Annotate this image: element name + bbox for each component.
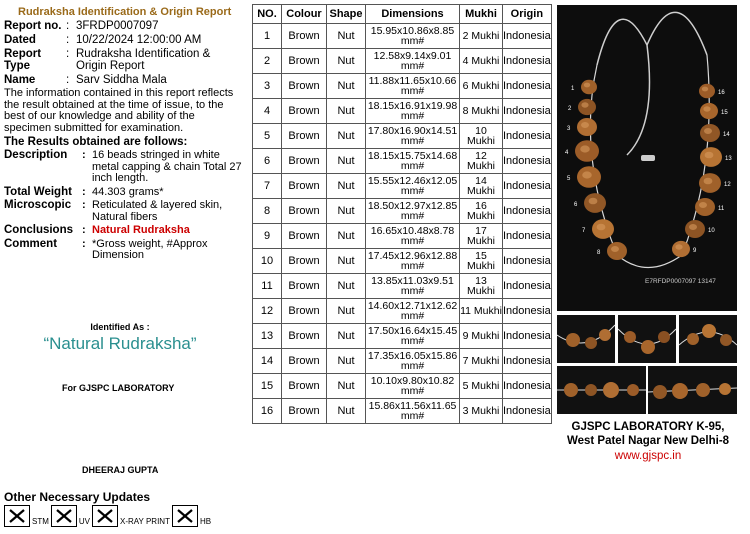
bead-number-label: 5 (567, 176, 571, 182)
cross-icon (176, 508, 194, 524)
cell-shape: Nut (327, 74, 366, 99)
bead-highlight (704, 128, 712, 134)
bead-highlight (589, 198, 598, 205)
cell-mukhi: 4 Mukhi (460, 49, 503, 74)
cell-origin: Indonesia (503, 349, 552, 374)
cell-mukhi: 11 Mukhi (460, 299, 503, 324)
cell-mukhi: 8 Mukhi (460, 99, 503, 124)
cell-mukhi: 14 Mukhi (460, 174, 503, 199)
report-field-key: Report no. (4, 20, 62, 32)
table-row (253, 224, 552, 249)
bead-number-label: 3 (567, 126, 571, 132)
cell-colour: Brown (282, 24, 327, 49)
lab-name-line1: GJSPC LABORATORY K-95, (571, 421, 725, 433)
cell-mukhi: 17 Mukhi (460, 224, 503, 249)
cell-origin: Indonesia (503, 224, 552, 249)
cell-mukhi: 9 Mukhi (460, 324, 503, 349)
bead-highlight (703, 106, 710, 111)
cell-dimensions: 17.45x12.96x12.88 mm# (366, 249, 460, 274)
cell-origin: Indonesia (503, 49, 552, 74)
cross-icon (55, 508, 73, 524)
table-row (253, 324, 552, 349)
cell-shape: Nut (327, 174, 366, 199)
chain-clasp (641, 155, 655, 161)
cell-shape: Nut (327, 224, 366, 249)
cell-colour: Brown (282, 99, 327, 124)
thumbnail-photo (557, 366, 646, 414)
report-title: Rudraksha Identification & Origin Report (18, 6, 232, 18)
bead-highlight (704, 178, 713, 185)
bead-highlight (705, 152, 714, 159)
photo-caption: E7RFDP0007097 13147 (645, 278, 716, 285)
table-row (253, 199, 552, 224)
cell-colour: Brown (282, 349, 327, 374)
cell-number: 10 (253, 249, 282, 274)
cell-dimensions: 15.86x11.56x11.65 mm# (366, 399, 460, 424)
table-row (253, 399, 552, 424)
lab-address (553, 420, 743, 448)
signer-name: DHEERAJ GUPTA (82, 465, 159, 475)
column-header: Dimensions (366, 5, 460, 24)
colon-separator: : (66, 74, 70, 86)
cell-number: 9 (253, 224, 282, 249)
cell-shape: Nut (327, 99, 366, 124)
report-field-value: 3FRDP0007097 (76, 20, 159, 32)
cell-dimensions: 15.55x12.46x12.05 mm# (366, 174, 460, 199)
thumbnail-photo (618, 315, 676, 363)
cell-number: 1 (253, 24, 282, 49)
cell-number: 13 (253, 324, 282, 349)
bead-highlight (689, 224, 697, 230)
colon-separator: : (82, 185, 86, 198)
bead-highlight (582, 171, 592, 178)
cell-colour: Brown (282, 399, 327, 424)
table-row (253, 374, 552, 399)
cell-mukhi: 3 Mukhi (460, 399, 503, 424)
cell-number: 6 (253, 149, 282, 174)
cell-number: 8 (253, 199, 282, 224)
result-field-key: Total Weight (4, 185, 72, 198)
table-body (253, 24, 552, 424)
cell-dimensions: 17.80x16.90x14.51 mm# (366, 124, 460, 149)
cell-shape: Nut (327, 299, 366, 324)
cell-number: 11 (253, 274, 282, 299)
thumbnail-photo (679, 315, 737, 363)
cell-number: 12 (253, 299, 282, 324)
table-row (253, 149, 552, 174)
cell-shape: Nut (327, 374, 366, 399)
report-field-row (4, 34, 244, 46)
cell-colour: Brown (282, 274, 327, 299)
cell-mukhi: 16 Mukhi (460, 199, 503, 224)
bead (581, 80, 597, 94)
table-header-row (253, 5, 552, 24)
column-header: Shape (327, 5, 366, 24)
cell-dimensions: 12.58x9.14x9.01 mm# (366, 49, 460, 74)
colon-separator: : (82, 199, 86, 211)
report-field-value: Sarv Siddha Mala (76, 74, 167, 86)
bead-highlight (611, 246, 619, 252)
report-field-key: Report Type (4, 48, 42, 72)
chain-line (647, 12, 707, 55)
cell-colour: Brown (282, 149, 327, 174)
cell-colour: Brown (282, 249, 327, 274)
column-header: Colour (282, 5, 327, 24)
bead-highlight (581, 122, 589, 128)
bead-highlight (597, 224, 606, 231)
table-row (253, 124, 552, 149)
table-row (253, 299, 552, 324)
cell-dimensions: 18.15x15.75x14.68 mm# (366, 149, 460, 174)
cell-origin: Indonesia (503, 399, 552, 424)
cell-shape: Nut (327, 324, 366, 349)
cell-mukhi: 6 Mukhi (460, 74, 503, 99)
cell-dimensions: 11.88x11.65x10.66 mm# (366, 74, 460, 99)
cell-colour: Brown (282, 74, 327, 99)
cell-dimensions: 13.85x11.03x9.51 mm# (366, 274, 460, 299)
result-field-key: Comment (4, 237, 58, 250)
bead-number-label: 9 (693, 248, 697, 254)
result-field-row (4, 200, 244, 223)
bead-number-label: 13 (725, 156, 732, 162)
disclaimer-text: The information contained in this report reflects the result obtained at the time of issue, to the best of our knowledge and ability of the specimen submitted for examination. (4, 87, 234, 134)
bead-number-label: 16 (718, 90, 725, 96)
table-row (253, 99, 552, 124)
cell-number: 5 (253, 124, 282, 149)
cell-shape: Nut (327, 24, 366, 49)
cell-origin: Indonesia (503, 149, 552, 174)
cell-mukhi: 12 Mukhi (460, 149, 503, 174)
table-row (253, 249, 552, 274)
cell-dimensions: 18.50x12.97x12.85 mm# (366, 199, 460, 224)
colon-separator: : (82, 224, 86, 236)
bead-number-label: 2 (568, 106, 572, 112)
bead-number-label: 14 (723, 132, 730, 138)
update-checkbox[interactable] (4, 505, 30, 527)
column-header: Mukhi (460, 5, 503, 24)
cell-colour: Brown (282, 224, 327, 249)
for-lab-label: For GJSPC LABORATORY (62, 383, 175, 393)
cell-origin: Indonesia (503, 199, 552, 224)
colon-separator: : (66, 20, 70, 32)
cell-colour: Brown (282, 324, 327, 349)
bead-number-label: 1 (571, 86, 575, 92)
cell-dimensions: 15.95x10.86x8.85 mm# (366, 24, 460, 49)
cell-origin: Indonesia (503, 249, 552, 274)
cell-colour: Brown (282, 299, 327, 324)
cell-origin: Indonesia (503, 374, 552, 399)
mala-photo (557, 5, 737, 311)
cell-origin: Indonesia (503, 24, 552, 49)
cell-mukhi: 5 Mukhi (460, 374, 503, 399)
bead-highlight (580, 145, 590, 152)
table-row (253, 49, 552, 74)
cell-shape: Nut (327, 149, 366, 174)
bead-highlight (675, 244, 682, 249)
cell-shape: Nut (327, 124, 366, 149)
cell-dimensions: 14.60x12.71x12.62 mm# (366, 299, 460, 324)
report-field-row (4, 20, 244, 32)
cell-origin: Indonesia (503, 74, 552, 99)
update-checkbox[interactable] (51, 505, 77, 527)
beads-table (252, 4, 552, 424)
cell-number: 3 (253, 74, 282, 99)
results-heading: The Results obtained are follows: (4, 136, 188, 148)
cell-colour: Brown (282, 124, 327, 149)
cell-dimensions: 17.50x16.64x15.45 mm# (366, 324, 460, 349)
cell-colour: Brown (282, 199, 327, 224)
cell-origin: Indonesia (503, 124, 552, 149)
bead-number-label: 6 (574, 202, 578, 208)
lab-name-line2: West Patel Nagar New Delhi-8 (566, 435, 730, 447)
identified-value: “Natural Rudraksha” (43, 334, 197, 353)
result-field-row (4, 239, 244, 262)
update-checkbox-label: UV (78, 517, 91, 526)
results-fields (4, 150, 244, 262)
cell-origin: Indonesia (503, 274, 552, 299)
bead-number-label: 10 (708, 228, 715, 234)
bead-number-label: 15 (721, 110, 728, 116)
report-field-key: Name (4, 74, 36, 86)
updates-checkboxes (4, 505, 213, 527)
cell-dimensions: 17.35x16.05x15.86 mm# (366, 349, 460, 374)
update-checkbox[interactable] (92, 505, 118, 527)
cell-number: 7 (253, 174, 282, 199)
result-field-value: 44.303 grams* (92, 185, 164, 198)
cell-shape: Nut (327, 199, 366, 224)
result-field-row (4, 187, 244, 199)
cell-shape: Nut (327, 274, 366, 299)
table-row (253, 24, 552, 49)
result-field-value: Natural Rudraksha (92, 224, 190, 236)
cell-mukhi: 2 Mukhi (460, 24, 503, 49)
result-field-row (4, 225, 244, 237)
bead-highlight (699, 202, 707, 208)
bead-highlight (584, 83, 590, 88)
cell-number: 15 (253, 374, 282, 399)
cell-shape: Nut (327, 399, 366, 424)
table-row (253, 274, 552, 299)
cell-shape: Nut (327, 349, 366, 374)
cross-icon (96, 508, 114, 524)
chain-line (597, 19, 650, 155)
bead-highlight (581, 102, 588, 107)
update-checkbox-label: X-RAY PRINT (120, 517, 170, 526)
table-row (253, 349, 552, 374)
cell-mukhi: 15 Mukhi (460, 249, 503, 274)
cell-dimensions: 16.65x10.48x8.78 mm# (366, 224, 460, 249)
cell-mukhi: 13 Mukhi (460, 274, 503, 299)
report-field-value: Rudraksha Identification & Origin Report (76, 48, 211, 72)
cell-mukhi: 7 Mukhi (460, 349, 503, 374)
report-field-value: 10/22/2024 12:00:00 AM (76, 34, 202, 46)
cross-icon (8, 508, 26, 524)
table-row (253, 174, 552, 199)
bead-number-label: 4 (565, 150, 569, 156)
result-field-value: *Gross weight, #Approx Dimension (92, 237, 208, 261)
cell-mukhi: 10 Mukhi (460, 124, 503, 149)
cell-dimensions: 10.10x9.80x10.82 mm# (366, 374, 460, 399)
bead-number-label: 12 (724, 182, 731, 188)
colon-separator: : (82, 149, 86, 161)
identified-label: Identified As : (90, 322, 150, 332)
cell-colour: Brown (282, 174, 327, 199)
cell-shape: Nut (327, 49, 366, 74)
cell-shape: Nut (327, 249, 366, 274)
thumbnail-photo (648, 366, 737, 414)
result-field-key: Microscopic (4, 199, 72, 211)
table-row (253, 74, 552, 99)
result-field-row (4, 150, 244, 185)
result-field-value: Reticulated & layered skin, Natural fibers (92, 199, 223, 223)
cell-origin: Indonesia (503, 299, 552, 324)
bead-number-label: 7 (582, 228, 586, 234)
cell-origin: Indonesia (503, 99, 552, 124)
cell-number: 2 (253, 49, 282, 74)
bead-highlight (702, 87, 708, 92)
report-details-panel (4, 4, 244, 262)
colon-separator: : (66, 48, 70, 60)
cell-dimensions: 18.15x16.91x19.98 mm# (366, 99, 460, 124)
column-header: NO. (253, 5, 282, 24)
lab-url-link[interactable]: www.gjspc.in (614, 450, 682, 462)
report-field-key: Dated (4, 34, 36, 46)
cell-colour: Brown (282, 374, 327, 399)
update-checkbox-label: HB (199, 517, 212, 526)
report-field-row (4, 48, 244, 72)
colon-separator: : (66, 34, 70, 46)
report-fields (4, 20, 244, 86)
cell-origin: Indonesia (503, 324, 552, 349)
cell-colour: Brown (282, 49, 327, 74)
bead-number-label: 8 (597, 250, 601, 256)
updates-title: Other Necessary Updates (4, 490, 151, 504)
bead-number-label: 11 (718, 206, 725, 212)
update-checkbox-label: STM (32, 517, 49, 526)
thumbnail-photo (557, 315, 615, 363)
bead (699, 84, 715, 98)
mala-illustration (557, 5, 737, 311)
cell-number: 4 (253, 99, 282, 124)
cell-number: 16 (253, 399, 282, 424)
cell-origin: Indonesia (503, 174, 552, 199)
update-checkbox[interactable] (172, 505, 198, 527)
result-field-key: Conclusions (4, 224, 74, 236)
report-field-row (4, 74, 244, 86)
cell-number: 14 (253, 349, 282, 374)
colon-separator: : (82, 237, 86, 250)
column-header: Origin (503, 5, 552, 24)
result-field-key: Description (4, 149, 68, 161)
result-field-value: 16 beads stringed in white metal capping & chain Total 27 inch length. (92, 149, 242, 184)
